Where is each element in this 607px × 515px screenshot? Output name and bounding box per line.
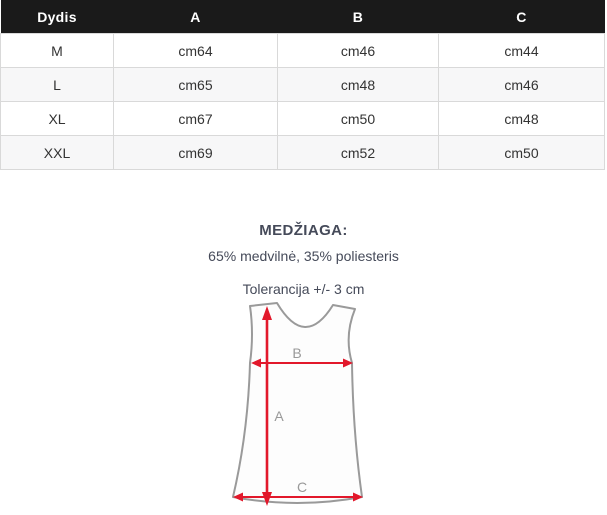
diagram-label-b: B [292,345,302,361]
measure-cell: cm48 [278,68,439,102]
size-cell: XL [1,102,114,136]
size-cell: M [1,34,114,68]
col-header-a: A [114,0,278,34]
table-row-l [1,68,605,102]
diagram-label-c: C [296,479,308,495]
table-row-xl [1,102,605,136]
material-composition: 65% medvilnė, 35% poliesteris [208,248,399,264]
measurement-diagram [220,298,390,515]
measure-cell: cm69 [114,136,278,170]
measure-cell: cm44 [439,34,605,68]
size-cell: XXL [1,136,114,170]
tank-top-diagram-svg [220,298,390,515]
tolerance-note: Tolerancija +/- 3 cm [242,281,365,297]
material-info [0,222,607,297]
tank-top-outline [233,303,362,503]
measure-cell: cm65 [114,68,278,102]
size-cell: L [1,68,114,102]
measure-cell: cm50 [439,136,605,170]
measure-cell: cm64 [114,34,278,68]
size-table [0,0,605,170]
measure-cell: cm46 [439,68,605,102]
material-title: MEDŽIAGA: [259,222,348,239]
measure-cell: cm67 [114,102,278,136]
diagram-label-a: A [274,408,284,424]
table-row-m [1,34,605,68]
col-header-c: C [439,0,605,34]
col-header-dydis: Dydis [1,0,114,34]
measure-cell: cm50 [278,102,439,136]
col-header-b: B [278,0,439,34]
measure-cell: cm46 [278,34,439,68]
measure-cell: cm48 [439,102,605,136]
table-row-xxl [1,136,605,170]
measure-cell: cm52 [278,136,439,170]
table-header-row [1,0,605,34]
